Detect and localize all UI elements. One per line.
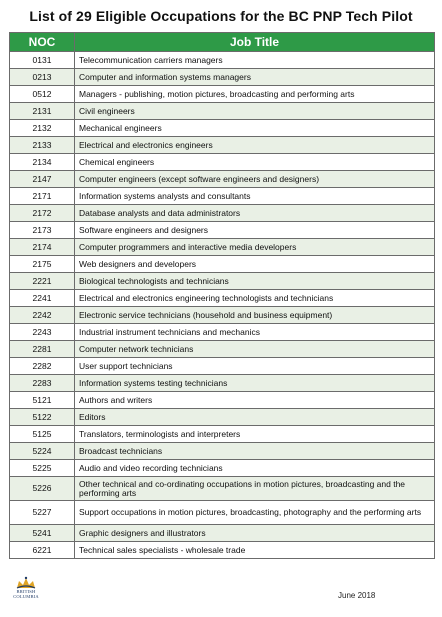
job-title-column-header: Job Title: [75, 33, 435, 52]
job-title-cell: Authors and writers: [75, 392, 435, 409]
noc-code-cell: 2221: [10, 273, 75, 290]
publication-date: June 2018: [338, 591, 376, 600]
noc-code-cell: 2134: [10, 154, 75, 171]
job-title-cell: Mechanical engineers: [75, 120, 435, 137]
noc-code-cell: 2171: [10, 188, 75, 205]
job-title-cell: Electrical and electronics engineers: [75, 137, 435, 154]
noc-code-cell: 2131: [10, 103, 75, 120]
noc-code-cell: 5122: [10, 409, 75, 426]
noc-code-cell: 2172: [10, 205, 75, 222]
table-row: [10, 69, 435, 86]
job-title-cell: Computer engineers (except software engineers and designers): [75, 171, 435, 188]
table-row: [10, 460, 435, 477]
table-row: [10, 426, 435, 443]
job-title-cell: Civil engineers: [75, 103, 435, 120]
table-row: [10, 222, 435, 239]
table-row: [10, 501, 435, 525]
table-row: [10, 171, 435, 188]
table-row: [10, 375, 435, 392]
job-title-cell: Broadcast technicians: [75, 443, 435, 460]
job-title-cell: Editors: [75, 409, 435, 426]
table-row: [10, 358, 435, 375]
noc-code-cell: 2243: [10, 324, 75, 341]
job-title-cell: Other technical and co-ordinating occupations in motion pictures, broadcasting and the performing arts: [75, 477, 435, 501]
job-title-cell: Biological technologists and technicians: [75, 273, 435, 290]
noc-code-cell: 2174: [10, 239, 75, 256]
job-title-cell: Graphic designers and illustrators: [75, 525, 435, 542]
noc-table: [9, 32, 435, 559]
table-row: [10, 525, 435, 542]
job-title-cell: Translators, terminologists and interpreters: [75, 426, 435, 443]
logo-text-columbia: COLUMBIA: [13, 593, 39, 599]
table-row: [10, 154, 435, 171]
table-row: [10, 443, 435, 460]
table-row: [10, 392, 435, 409]
job-title-cell: Software engineers and designers: [75, 222, 435, 239]
noc-code-cell: 2281: [10, 341, 75, 358]
noc-code-cell: 2133: [10, 137, 75, 154]
table-body: [10, 52, 435, 559]
job-title-cell: User support technicians: [75, 358, 435, 375]
noc-code-cell: 2132: [10, 120, 75, 137]
noc-code-cell: 5224: [10, 443, 75, 460]
table-row: [10, 341, 435, 358]
job-title-cell: Technical sales specialists - wholesale trade: [75, 542, 435, 559]
job-title-cell: Audio and video recording technicians: [75, 460, 435, 477]
noc-code-cell: 6221: [10, 542, 75, 559]
logo-text-british: BRITISH: [16, 589, 36, 594]
page-title: List of 29 Eligible Occupations for the BC PNP Tech Pilot: [29, 8, 413, 24]
job-title-cell: Information systems testing technicians: [75, 375, 435, 392]
table-row: [10, 477, 435, 501]
job-title-cell: Computer and information systems managers: [75, 69, 435, 86]
job-title-cell: Electrical and electronics engineering technologists and technicians: [75, 290, 435, 307]
job-title-cell: Web designers and developers: [75, 256, 435, 273]
table-row: [10, 103, 435, 120]
table-row: [10, 256, 435, 273]
noc-code-cell: 2175: [10, 256, 75, 273]
job-title-cell: Telecommunication carriers managers: [75, 52, 435, 69]
table-row: [10, 86, 435, 103]
noc-code-cell: 2282: [10, 358, 75, 375]
noc-code-cell: 5241: [10, 525, 75, 542]
bc-logo: [11, 576, 41, 610]
noc-code-cell: 5121: [10, 392, 75, 409]
table-row: [10, 120, 435, 137]
noc-column-header: NOC: [10, 33, 75, 52]
table-row: [10, 409, 435, 426]
noc-code-cell: 2147: [10, 171, 75, 188]
job-title-cell: Computer network technicians: [75, 341, 435, 358]
noc-code-cell: 5226: [10, 477, 75, 501]
noc-code-cell: 2242: [10, 307, 75, 324]
table-row: [10, 52, 435, 69]
table-row: [10, 188, 435, 205]
job-title-cell: Support occupations in motion pictures, broadcasting, photography and the performing arts: [75, 501, 435, 525]
noc-code-cell: 0512: [10, 86, 75, 103]
table-row: [10, 542, 435, 559]
job-title-cell: Chemical engineers: [75, 154, 435, 171]
noc-code-cell: 5225: [10, 460, 75, 477]
noc-code-cell: 5227: [10, 501, 75, 525]
job-title-cell: Electronic service technicians (household and business equipment): [75, 307, 435, 324]
noc-code-cell: 5125: [10, 426, 75, 443]
noc-code-cell: 0131: [10, 52, 75, 69]
noc-code-cell: 2173: [10, 222, 75, 239]
bc-crown-icon: [15, 576, 37, 590]
job-title-cell: Database analysts and data administrators: [75, 205, 435, 222]
noc-code-cell: 0213: [10, 69, 75, 86]
table-row: [10, 324, 435, 341]
job-title-cell: Managers - publishing, motion pictures, broadcasting and performing arts: [75, 86, 435, 103]
noc-code-cell: 2283: [10, 375, 75, 392]
table-row: [10, 273, 435, 290]
table-row: [10, 239, 435, 256]
job-title-cell: Industrial instrument technicians and mechanics: [75, 324, 435, 341]
table-row: [10, 137, 435, 154]
noc-code-cell: 2241: [10, 290, 75, 307]
table-header-row: [10, 33, 435, 52]
job-title-cell: Computer programmers and interactive media developers: [75, 239, 435, 256]
job-title-cell: Information systems analysts and consultants: [75, 188, 435, 205]
table-row: [10, 307, 435, 324]
table-row: [10, 205, 435, 222]
table-row: [10, 290, 435, 307]
